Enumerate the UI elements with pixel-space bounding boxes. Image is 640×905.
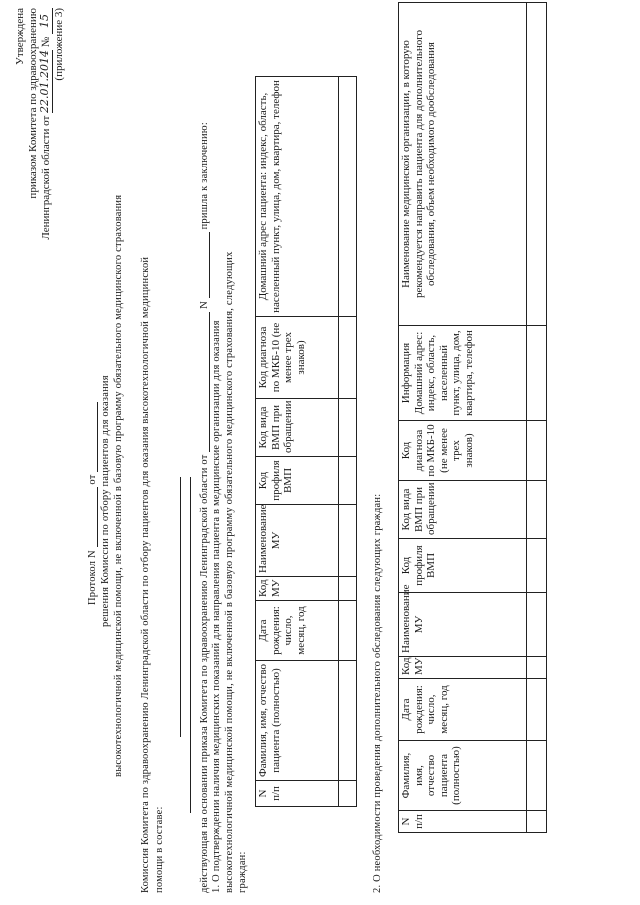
t1-h-address: Домашний адрес пациента: индекс, область, населенный пункт, улица, дом, квартира, телефон <box>256 77 339 317</box>
section1-line-3: граждан: <box>237 851 248 893</box>
t1-h-birth: Дата рождения: число, месяц, год <box>256 601 339 661</box>
t1-h-diagnosis: Код диагноза по МКБ-10 (не менее трех знаков) <box>256 317 339 399</box>
members-blank-line-2 <box>190 477 191 813</box>
approval-line-1: Утверждена <box>14 8 26 65</box>
header-line-2: высокотехнологичной медицинской помощи, не включенной в базовую программу обязательного медицинского страхования <box>113 194 124 777</box>
t2-h-num: N п/п <box>399 811 527 833</box>
t1-h-num: N п/п <box>256 781 339 807</box>
acting-end: пришла к заключению: <box>199 122 210 230</box>
t2-h-birth: Дата рождения: число, месяц, год <box>399 679 527 741</box>
approval-date-prefix: Ленинградской области от <box>40 115 52 240</box>
t1-h-vmp-type: Код вида ВМП при обращении <box>256 399 339 457</box>
intro-line-2: помощи в составе: <box>154 806 165 893</box>
section2-title: 2. О необходимости проведения дополнительного обследования следующих граждан: <box>372 493 383 893</box>
intro-line-1: Комиссия Комитета по здравоохранению Ленинградской области по отбору пациентов для оказания высокотехнологичной медицинской <box>140 256 151 893</box>
protocol-label: Протокол N <box>87 550 98 605</box>
t2-h-diagnosis: Код диагноза по МКБ-10 (не менее трех знаков) <box>399 421 527 481</box>
t1-h-fio: Фамилия, имя, отчество пациента (полностью) <box>256 661 339 781</box>
protocol-from-label: от <box>87 474 98 485</box>
t1-h-profile: Код профиля ВМП <box>256 457 339 505</box>
approval-line-3 <box>39 8 53 240</box>
approval-line-2: приказом Комитета по здравоохранению <box>26 8 39 199</box>
t2-h-profile: Код профиля ВМП <box>399 539 527 593</box>
t2-h-vmp-type: Код вида ВМП при обращении <box>399 481 527 539</box>
approval-number-prefix: № <box>40 36 52 48</box>
t2-h-mu-code: Код МУ <box>399 657 527 679</box>
table-2-empty-row <box>527 3 547 833</box>
table-1-empty-row <box>339 77 357 807</box>
t2-h-recommendation: Наименование медицинской организации, в которую рекомендуется направить пациента для дополнительного обследования, объем необходимого дообследования <box>399 3 527 326</box>
section1-line-1: 1. О подтверждении наличия медицинских показаний для направления пациента в медицинские организации для оказания <box>211 320 222 893</box>
t1-h-mu-code: Код МУ <box>256 577 339 601</box>
acting-line <box>198 122 210 893</box>
members-blank-line-1 <box>180 477 181 737</box>
t2-h-address: Информация Домашний адрес: индекс, область, населенный пункт, улица, дом, квартира, телефон <box>399 326 527 421</box>
acting-number-blank <box>198 232 210 298</box>
acting-date-blank <box>198 312 210 452</box>
protocol-number-blank <box>86 487 98 547</box>
table-1 <box>255 76 357 807</box>
t2-h-fio: Фамилия, имя, отчество пациента (полностью) <box>399 741 527 811</box>
protocol-title <box>86 402 98 605</box>
section1-line-2: высокотехнологичной медицинской помощи, не включенной в базовую программу обязательного медицинского страхования, следующих <box>224 251 235 893</box>
acting-start: действующая на основании приказа Комитета по здравоохранению Ленинградской области от <box>199 454 210 893</box>
protocol-date-blank <box>86 402 98 472</box>
table-1-header-row <box>256 77 339 807</box>
approval-number-handwritten: 15 <box>39 8 53 34</box>
header-line-1: решения Комиссии по отбору пациентов для оказания <box>100 375 111 627</box>
table-2-header-row <box>399 3 527 833</box>
approval-block <box>14 8 65 240</box>
approval-line-4: (приложение 3) <box>52 8 65 81</box>
t2-h-mu-name: Наименование МУ <box>399 593 527 657</box>
table-2 <box>398 2 547 833</box>
t1-h-mu-name: Наименование МУ <box>256 505 339 577</box>
approval-date-handwritten: 22.01.2014 <box>38 50 51 113</box>
acting-n: N <box>199 301 210 309</box>
